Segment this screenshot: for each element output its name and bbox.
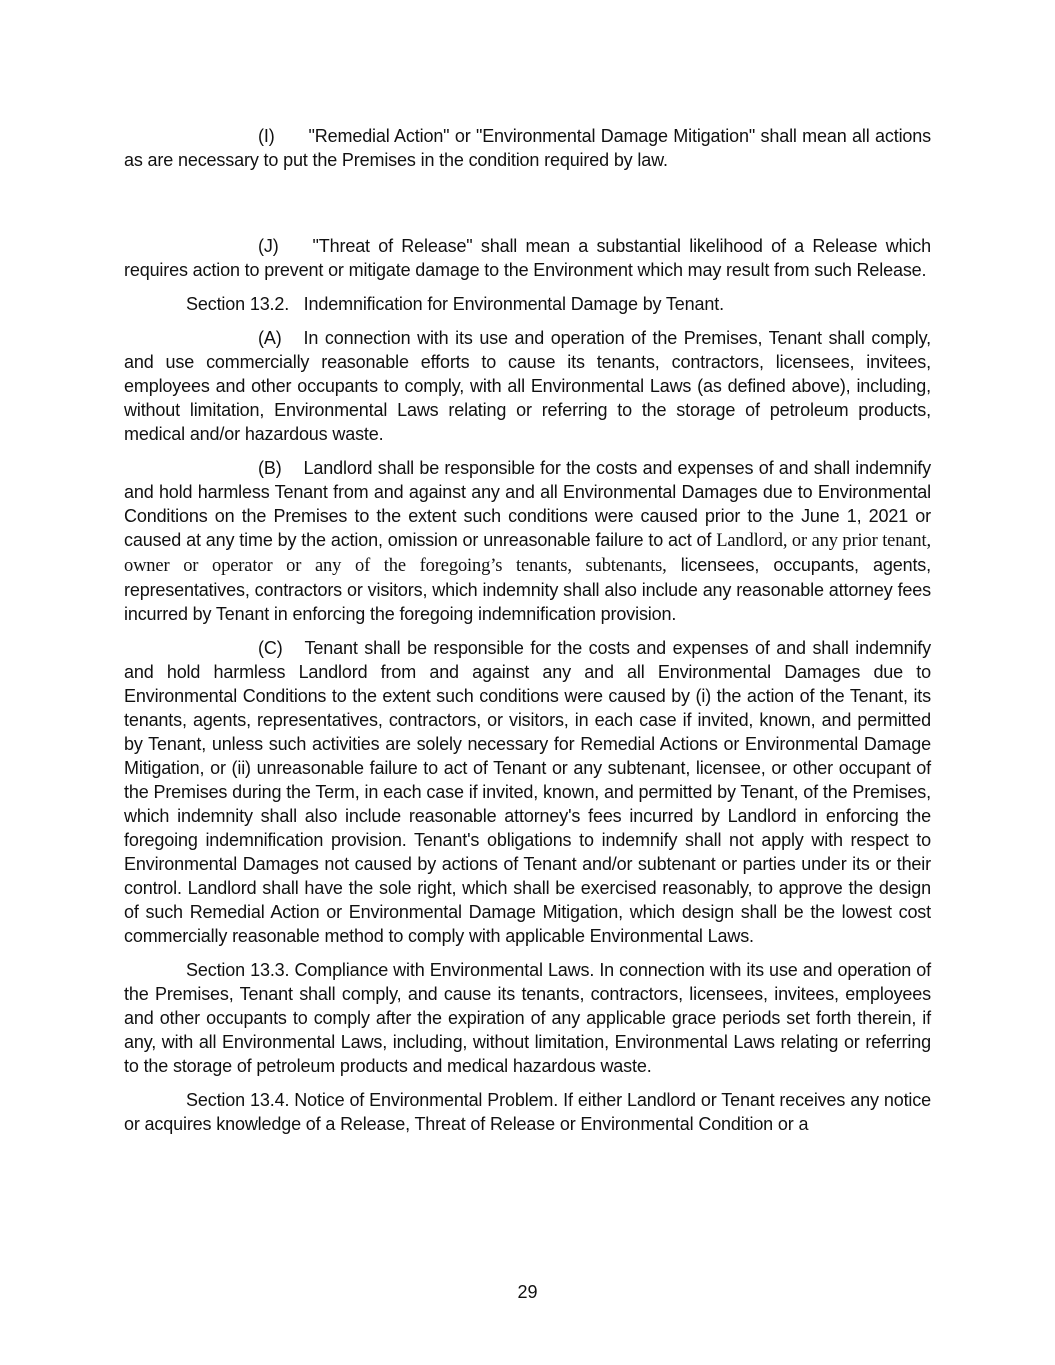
clause-label: (I) bbox=[258, 126, 275, 146]
definition-remedial-action bbox=[124, 124, 931, 172]
clause-text-serif-run: Landlord, or any prior tenant, owner or operator or any of the foregoing’s tenants, subtenants, bbox=[124, 531, 931, 576]
clause-text: In connection with its use and operation of the Premises, Tenant shall comply, and use commercially reasonable efforts to cause its tenants, contractors, licensees, invitees, employees and other occupants to comply, with all Environmental Laws (as defined above), including, without limitation, Environmental Laws relating or referring to the storage of petroleum products, medical and/or hazardous waste. bbox=[124, 328, 931, 444]
clause-text: Landlord shall be responsible for the costs and expenses of and shall indemnify and hold harmless Tenant from and against any and all Environmental Damages due to Environmental Conditions on the Premises to the extent such conditions were caused prior to the June 1, 2021 or caused at any time by the action, omission or unreasonable failure to act of bbox=[124, 458, 931, 550]
clause-label: (A) bbox=[258, 328, 282, 348]
clause-label: (J) bbox=[258, 236, 279, 256]
section-13-2-para-a bbox=[124, 326, 931, 446]
section-13-4-paragraph: Section 13.4. Notice of Environmental Problem. If either Landlord or Tenant receives any notice or acquires knowledge of a Release, Threat of Release or Environmental Condition or a bbox=[124, 1090, 931, 1134]
section-13-2-para-b bbox=[124, 456, 931, 626]
clause-label: (B) bbox=[258, 458, 282, 478]
page-number: 29 bbox=[517, 1282, 538, 1302]
definition-threat-of-release bbox=[124, 234, 931, 282]
clause-text: "Threat of Release" shall mean a substantial likelihood of a Release which requires action to prevent or mitigate damage to the Environment which may result from such Release. bbox=[124, 236, 931, 280]
section-13-2-heading: Section 13.2. Indemnification for Environmental Damage by Tenant. bbox=[186, 294, 724, 314]
document-page bbox=[124, 124, 931, 1136]
section-13-2-para-c bbox=[124, 636, 931, 948]
clause-label: (C) bbox=[258, 638, 283, 658]
section-13-3-paragraph: Section 13.3. Compliance with Environmental Laws. In connection with its use and operation of the Premises, Tenant shall comply, and cause its tenants, contractors, licensees, invitees, employees and other occupants to comply after the expiration of any applicable grace periods set forth therein, if any, with all Environmental Laws, including, without limitation, Environmental Laws relating or referring to the storage of petroleum products and medical hazardous waste. bbox=[124, 960, 931, 1076]
clause-text: "Remedial Action" or "Environmental Damage Mitigation" shall mean all actions as are necessary to put the Premises in the condition required by law. bbox=[124, 126, 931, 170]
clause-text: licensees, occupants, agents, representatives, contractors or visitors, which indemnity shall also include any reasonable attorney fees incurred by Tenant in enforcing the foregoing indemnification provision. bbox=[124, 555, 931, 624]
clause-text: Tenant shall be responsible for the costs and expenses of and shall indemnify and hold harmless Landlord from and against any and all Environmental Damages due to Environmental Conditions to the extent such conditions were caused by (i) the action of the Tenant, its tenants, agents, representatives, contractors, or visitors, in each case if invited, known, and permitted by Tenant, unless such activities are solely necessary for Remedial Actions or Environmental Damage Mitigation, or (ii) unreasonable failure to act of Tenant or any subtenant, licensee, or other occupant of the Premises during the Term, in each case if invited, known, and permitted by Tenant, of the Premises, which indemnity shall also include reasonable attorney's fees incurred by Landlord in enforcing the foregoing indemnification provision. Tenant's obligations to indemnify shall not apply with respect to Environmental Damages not caused by actions of Tenant and/or subtenant or parties under its or their control. Landlord shall have the sole right, which shall be exercised reasonably, to approve the design of such Remedial Action or Environmental Damage Mitigation, which design shall be the lowest cost commercially reasonable method to comply with applicable Environmental Laws. bbox=[124, 638, 931, 946]
